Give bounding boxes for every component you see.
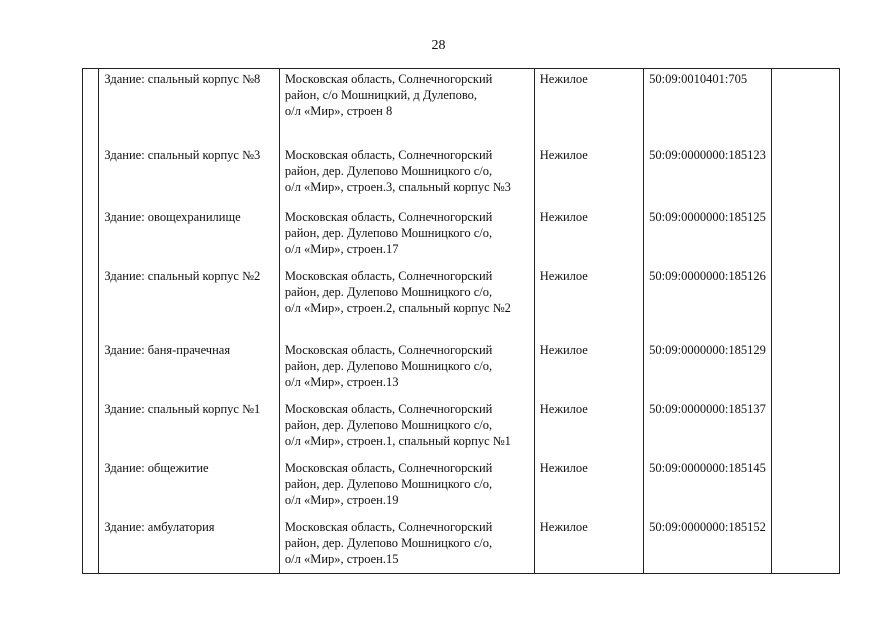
empty-cell xyxy=(772,145,840,207)
cadastral-number-cell: 50:09:0000000:185126 xyxy=(644,266,772,340)
empty-cell xyxy=(772,69,840,146)
building-name-cell: Здание: амбулатория xyxy=(99,517,279,574)
cadastral-number-cell: 50:09:0000000:185145 xyxy=(644,458,772,517)
address-line: район, дер. Дулепово Мошницкого с/о, xyxy=(284,418,493,432)
address-line: Московская область, Солнечногорский xyxy=(284,210,493,224)
address-line: о/л «Мир», строен.2, спальный корпус №2 xyxy=(284,301,511,315)
building-name-cell: Здание: баня-прачечная xyxy=(99,340,279,399)
address-line: о/л «Мир», строен.13 xyxy=(284,375,399,389)
type-cell: Нежилое xyxy=(534,517,643,574)
table-row xyxy=(83,266,840,340)
cadastral-number-cell: 50:09:0000000:185152 xyxy=(644,517,772,574)
row-number-cell xyxy=(83,399,99,458)
cadastral-number-cell: 50:09:0000000:185123 xyxy=(644,145,772,207)
type-cell: Нежилое xyxy=(534,340,643,399)
page-number: 28 xyxy=(431,38,446,53)
empty-cell xyxy=(772,207,840,266)
row-number-cell xyxy=(83,458,99,517)
table-row xyxy=(83,69,840,146)
table-row xyxy=(83,145,840,207)
cadastral-number-cell: 50:09:0000000:185137 xyxy=(644,399,772,458)
row-number-cell xyxy=(83,517,99,574)
address-cell xyxy=(279,517,534,574)
address-line: о/л «Мир», строен.15 xyxy=(284,552,399,566)
type-cell: Нежилое xyxy=(534,69,643,146)
address-line: район, дер. Дулепово Мошницкого с/о, xyxy=(284,285,493,299)
address-line: о/л «Мир», строен.1, спальный корпус №1 xyxy=(284,434,511,448)
type-cell: Нежилое xyxy=(534,266,643,340)
building-name-cell: Здание: спальный корпус №3 xyxy=(99,145,279,207)
address-line: район, дер. Дулепово Мошницкого с/о, xyxy=(284,536,493,550)
building-name-cell: Здание: спальный корпус №2 xyxy=(99,266,279,340)
address-line: район, с/о Мошницкий, д Дулепово, xyxy=(284,88,478,102)
type-cell: Нежилое xyxy=(534,458,643,517)
empty-cell xyxy=(772,458,840,517)
address-line: Московская область, Солнечногорский xyxy=(284,343,493,357)
building-name-cell: Здание: общежитие xyxy=(99,458,279,517)
address-line: район, дер. Дулепово Мошницкого с/о, xyxy=(284,164,493,178)
address-cell xyxy=(279,207,534,266)
address-line: район, дер. Дулепово Мошницкого с/о, xyxy=(284,226,493,240)
building-name-cell: Здание: овощехранилище xyxy=(99,207,279,266)
address-line: Московская область, Солнечногорский xyxy=(284,402,493,416)
empty-cell xyxy=(772,340,840,399)
row-number-cell xyxy=(83,266,99,340)
address-cell xyxy=(279,266,534,340)
address-line: район, дер. Дулепово Мошницкого с/о, xyxy=(284,359,493,373)
address-line: о/л «Мир», строен.19 xyxy=(284,493,399,507)
building-name-cell: Здание: спальный корпус №8 xyxy=(99,69,279,146)
table-row xyxy=(83,399,840,458)
address-cell xyxy=(279,458,534,517)
cadastral-number-cell: 50:09:0010401:705 xyxy=(644,69,772,146)
address-line: Московская область, Солнечногорский xyxy=(284,269,493,283)
type-cell: Нежилое xyxy=(534,207,643,266)
row-number-cell xyxy=(83,69,99,146)
type-cell: Нежилое xyxy=(534,145,643,207)
row-number-cell xyxy=(83,145,99,207)
table-row xyxy=(83,207,840,266)
address-cell xyxy=(279,145,534,207)
cadastral-number-cell: 50:09:0000000:185129 xyxy=(644,340,772,399)
row-number-cell xyxy=(83,340,99,399)
table-row xyxy=(83,340,840,399)
table-row xyxy=(83,517,840,574)
address-line: район, дер. Дулепово Мошницкого с/о, xyxy=(284,477,493,491)
table-row xyxy=(83,458,840,517)
address-line: Московская область, Солнечногорский xyxy=(284,461,493,475)
row-number-cell xyxy=(83,207,99,266)
empty-cell xyxy=(772,517,840,574)
address-cell xyxy=(279,399,534,458)
type-cell: Нежилое xyxy=(534,399,643,458)
empty-cell xyxy=(772,266,840,340)
address-line: Московская область, Солнечногорский xyxy=(284,72,493,86)
building-name-cell: Здание: спальный корпус №1 xyxy=(99,399,279,458)
address-cell xyxy=(279,340,534,399)
address-line: о/л «Мир», строен 8 xyxy=(284,104,393,118)
address-line: о/л «Мир», строен.3, спальный корпус №3 xyxy=(284,180,511,194)
address-line: о/л «Мир», строен.17 xyxy=(284,242,399,256)
property-table xyxy=(82,68,840,574)
empty-cell xyxy=(772,399,840,458)
address-line: Московская область, Солнечногорский xyxy=(284,148,493,162)
cadastral-number-cell: 50:09:0000000:185125 xyxy=(644,207,772,266)
address-cell xyxy=(279,69,534,146)
address-line: Московская область, Солнечногорский xyxy=(284,520,493,534)
